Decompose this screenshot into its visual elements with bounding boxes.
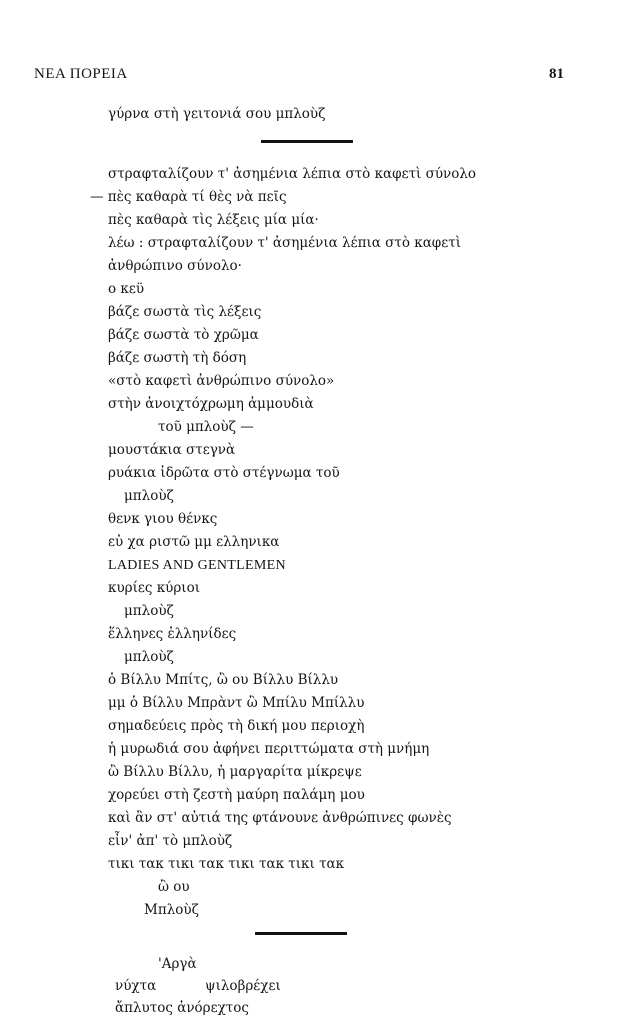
poem-line: εἶν' ἀπ' τὸ μπλοὺζ — [108, 833, 233, 849]
poem-line: γύρνα στὴ γειτονιά σου μπλοὺζ — [108, 106, 326, 122]
poem-line: LADIES AND GENTLEMEN — [108, 558, 286, 573]
poem-line: μμ ὁ Βίλλυ Μπρὰντ ὢ Μπίλυ Μπίλλυ — [108, 695, 365, 711]
poem-line: στὴν ἀνοιχτόχρωμη ἀμμουδιὰ — [108, 396, 314, 412]
poem-line: εὐ χα ριστῶ μμ ελληνικα — [108, 534, 280, 550]
poem-line: βάζε σωστὴ τὴ δόση — [108, 350, 247, 366]
poem-line: τικι τακ τικι τακ τικι τακ τικι τακ — [108, 856, 345, 872]
poem-line: ἕλληνες ἑλληνίδες — [108, 626, 237, 642]
poem-line: τοῦ μπλοὺζ — — [158, 419, 254, 435]
poem-line: μουστάκια στεγνὰ — [108, 442, 236, 458]
section-divider — [261, 140, 353, 143]
poem-line: στραφταλίζουν τ' ἀσημένια λέπια στὸ καφετὶ σύνολο — [108, 166, 477, 182]
poem-line: ἄπλυτος ἀνόρεχτος — [115, 1000, 249, 1016]
poem-line: χορεύει στὴ ζεστὴ μαύρη παλάμη μου — [108, 787, 365, 803]
poem-line: ὢ Βίλλυ Βίλλυ, ἡ μαργαρίτα μίκρεψε — [108, 764, 362, 780]
poem-line: ὁ Βίλλυ Μπίτς, ὢ ου Βίλλυ Βίλλυ — [108, 672, 339, 688]
poem-line: ἀνθρώπινο σύνολο· — [108, 258, 242, 274]
poem-line: λέω : στραφταλίζουν τ' ἀσημένια λέπια στὸ καφετὶ — [108, 235, 462, 251]
poem-line: ο κεϋ — [108, 281, 145, 297]
poem-line: νύχτα — [115, 978, 157, 994]
poem-line: ἡ μυρωδιά σου ἀφήνει περιττώματα στὴ μνήμη — [108, 741, 430, 757]
poem-line: πὲς καθαρὰ τὶς λέξεις μία μία· — [108, 212, 319, 228]
poem-line: κυρίες κύριοι — [108, 580, 201, 596]
poem-line: βάζε σωστὰ τὶς λέξεις — [108, 304, 262, 320]
poem-line: ὢ ου — [158, 879, 190, 895]
poem-line: «στὸ καφετὶ ἀνθρώπινο σύνολο» — [108, 373, 335, 389]
poem-line: μπλοὺζ — [124, 488, 174, 504]
poem-line: θενκ γιου θένκς — [108, 511, 218, 527]
poem-line: μπλοὺζ — [124, 649, 174, 665]
poem-line: καὶ ἂν στ' αὐτιά της φτάνουνε ἀνθρώπινες φωνὲς — [108, 810, 452, 826]
poem-line: Μπλοὺζ — [144, 902, 199, 918]
poem-line: μπλοὺζ — [124, 603, 174, 619]
poem-line: σημαδεύεις πρὸς τὴ δική μου περιοχὴ — [108, 718, 365, 734]
page-number: 81 — [549, 66, 564, 82]
poem-line: 'Αργὰ — [158, 956, 197, 972]
section-divider — [255, 932, 347, 935]
poem-line: βάζε σωστὰ τὸ χρῶμα — [108, 327, 259, 343]
journal-title: ΝΕΑ ΠΟΡΕΙΑ — [34, 66, 128, 82]
poem-line: ρυάκια ἱδρῶτα στὸ στέγνωμα τοῦ — [108, 465, 340, 481]
poem-line: — πὲς καθαρὰ τί θὲς νὰ πεῖς — [90, 189, 287, 205]
poem-line: ψιλοβρέχει — [205, 978, 281, 994]
